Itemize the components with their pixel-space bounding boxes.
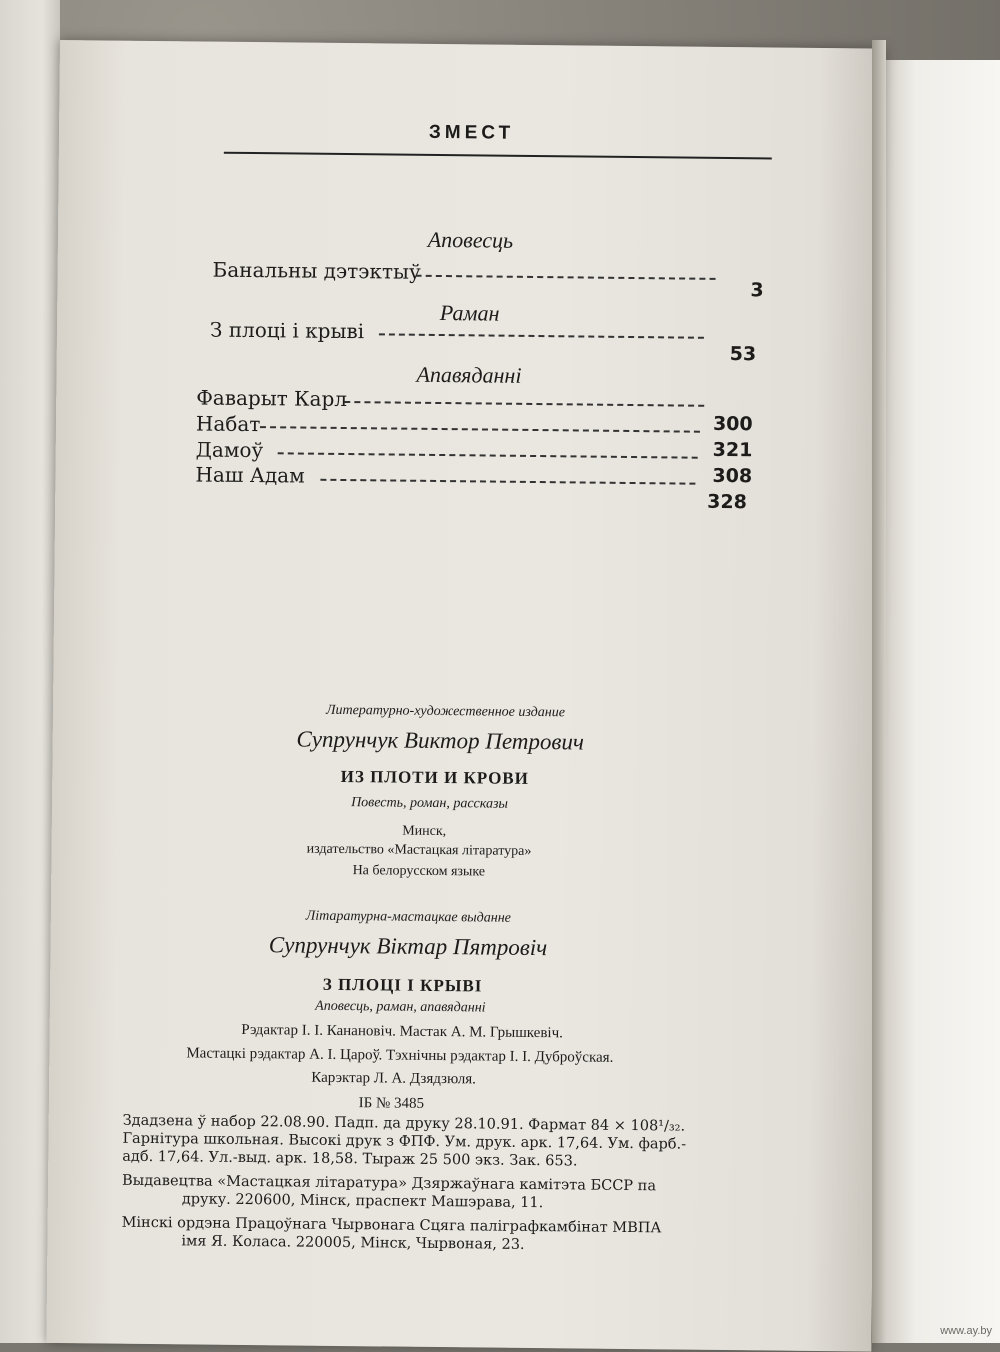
toc-entry-title: З плоці і крыві — [209, 317, 365, 344]
book-title-by: З ПЛОЦІ І КРЫВІ — [322, 974, 483, 996]
book-gutter — [872, 40, 886, 1343]
book-page — [46, 40, 885, 1352]
watermark: www.ay.by — [940, 1325, 992, 1337]
tech-line-3: адб. 17,64. Ул.-выд. арк. 18,58. Тыраж 25 500 экз. Зак. 653. — [122, 1148, 578, 1170]
section-heading-apavyadanni: Апавяданні — [416, 361, 522, 388]
right-page — [880, 60, 1000, 1343]
tech-line-2: Гарнітура школьная. Высокі друк з ФПФ. Ум. друк. арк. 17,64. Ум. фарб.- — [122, 1130, 687, 1153]
toc-title: ЗМЕСТ — [428, 121, 515, 144]
toc-entry-page: 328 — [707, 490, 747, 514]
book-title-ru: ИЗ ПЛОТИ И КРОВИ — [340, 766, 530, 788]
toc-entry-page: 321 — [712, 438, 753, 462]
toc-entry-title: Дамоў — [195, 437, 264, 463]
toc-entry-page: 308 — [712, 464, 753, 488]
toc-entry-page: 300 — [712, 412, 753, 436]
genre-by: Аповесць, раман, апавяданні — [315, 998, 486, 1016]
publisher-ru: издательство «Мастацкая літаратура» — [306, 841, 532, 859]
author-ru: Супрунчук Виктор Петрович — [296, 726, 585, 755]
section-heading-raman: Раман — [439, 299, 500, 326]
tech-line-6: Мінскі ордэна Працоўнага Чырвонага Сцяга паліграфкамбінат МВПА — [121, 1214, 662, 1237]
edition-type-ru: Литературно-художественное издание — [325, 702, 566, 721]
leader-dashes — [278, 452, 698, 458]
leader-dashes — [260, 426, 700, 433]
toc-entry-title: Фаварыт Карл — [196, 385, 348, 412]
toc-entry-title: Набат — [195, 411, 261, 437]
tech-line-7: імя Я. Коласа. 220005, Мінск, Чырвоная, 23. — [181, 1233, 525, 1253]
page-content — [46, 40, 885, 1352]
edition-type-by: Літаратурна-мастацкае выданне — [305, 908, 511, 926]
toc-entry-title: Наш Адам — [195, 462, 305, 488]
city-ru: Минск, — [402, 823, 447, 840]
leader-dashes — [344, 401, 704, 407]
leader-dashes — [379, 333, 704, 338]
toc-entry-title: Банальны дэтэктыў — [212, 257, 421, 284]
leader-dashes — [416, 275, 716, 280]
tech-line-4: Выдавецтва «Мастацкая літаратура» Дзяржаўнага камітэта БССР па — [121, 1172, 657, 1195]
title-rule — [224, 152, 772, 160]
section-heading-povest: Аповесць — [427, 226, 514, 253]
toc-entry-page: 3 — [750, 279, 764, 302]
language-ru: На белорусском языке — [352, 863, 486, 880]
author-by: Супрунчук Віктар Пятровіч — [268, 932, 548, 961]
leader-dashes — [320, 479, 695, 485]
credits-line-3: Карэктар Л. А. Дзядзюля. — [311, 1069, 477, 1088]
genre-ru: Повесть, роман, рассказы — [351, 795, 509, 812]
tech-line-5: друку. 220600, Мінск, праспект Машэрава, 11. — [181, 1191, 544, 1212]
toc-entry-page: 53 — [729, 343, 757, 366]
credits-line-1: Рэдактар І. І. Канановіч. Мастак А. М. Грышкевіч. — [241, 1021, 564, 1042]
tech-line-1: Здадзена ў набор 22.08.90. Падп. да друку 28.10.91. Фармат 84 × 108¹/₃₂. — [122, 1112, 686, 1135]
credits-line-2: Мастацкі рэдактар А. І. Цароў. Тэхнічны рэдактар І. І. Дуброўская. — [186, 1045, 614, 1066]
ib-number: ІБ № 3485 — [358, 1095, 425, 1112]
